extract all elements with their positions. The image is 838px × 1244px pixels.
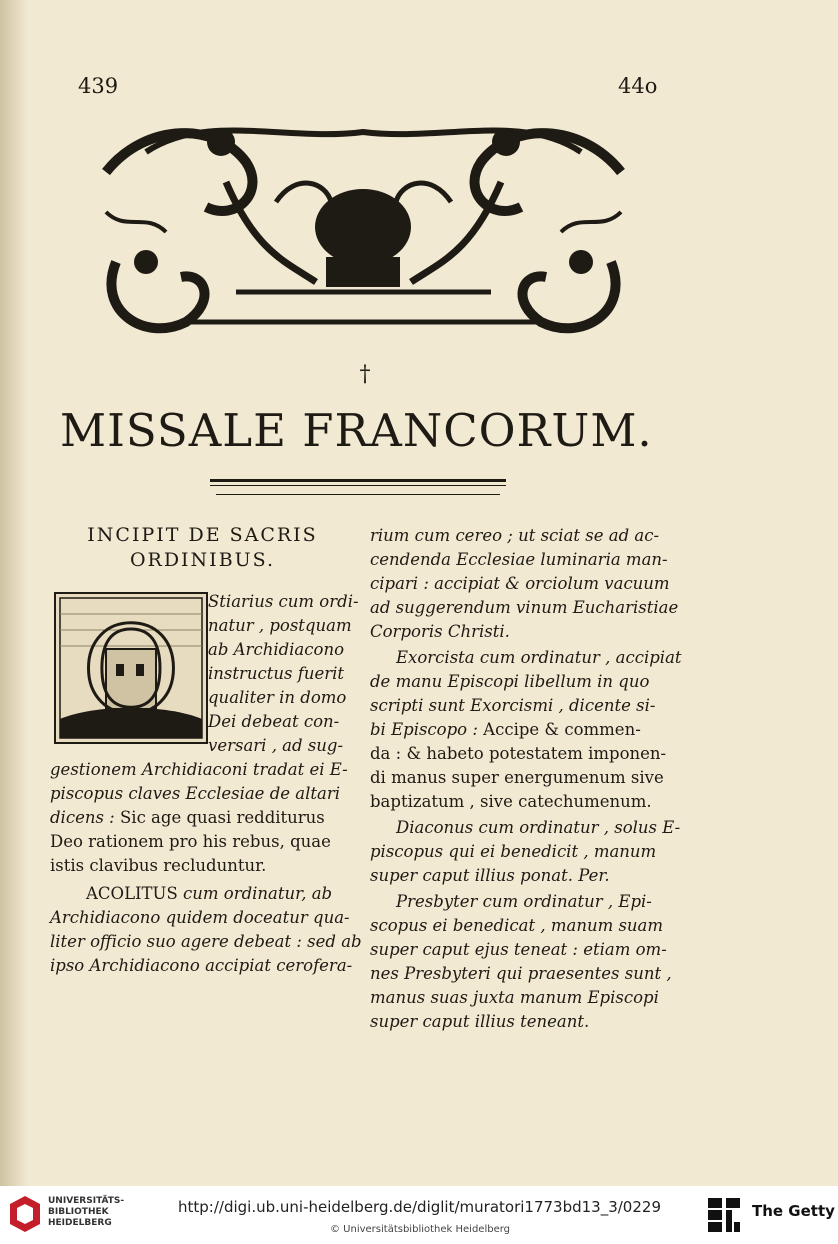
text-line <box>86 882 332 906</box>
text-segment: ACOLITUS <box>86 884 178 903</box>
decorative-headpiece-ornament <box>86 112 641 344</box>
text-segment: natur , postquam <box>208 616 352 635</box>
text-line <box>370 742 666 766</box>
text-segment: manus suas juxta manum Episcopi <box>370 988 659 1007</box>
text-line <box>370 670 649 694</box>
text-line <box>208 614 352 638</box>
text-line <box>50 906 350 930</box>
getty-label: The Getty <box>752 1202 835 1220</box>
text-segment: liter officio suo agere debeat : sed ab <box>50 932 362 951</box>
text-segment: de manu Episcopi libellum in quo <box>370 672 650 691</box>
text-segment: nes Presbyteri qui praesentes sunt , <box>370 964 672 983</box>
page-number-right: 44o <box>618 74 658 98</box>
text-segment: cum ordinatur, ab <box>177 884 333 903</box>
section-heading-line-1: INCIPIT DE SACRIS <box>87 524 318 546</box>
text-line <box>370 524 659 548</box>
text-line <box>370 766 664 790</box>
text-line <box>370 790 652 814</box>
text-line <box>370 1010 589 1034</box>
text-line <box>208 734 343 758</box>
text-segment: Archidiacono quidem doceatur qua- <box>50 908 350 927</box>
text-segment: ad suggerendum vinum Eucharistiae <box>370 598 679 617</box>
text-segment: Dei debeat con- <box>208 712 340 731</box>
text-segment: cipari : accipiat & orciolum vacuum <box>370 574 670 593</box>
text-line <box>396 890 652 914</box>
page-number-left: 439 <box>78 74 119 98</box>
text-segment: cendenda Ecclesiae luminaria man- <box>370 550 668 569</box>
page-title: MISSALE FRANCORUM. <box>60 404 653 457</box>
text-line <box>208 662 344 686</box>
getty-logo-icon <box>706 1196 742 1234</box>
text-line <box>370 986 659 1010</box>
text-line <box>50 782 340 806</box>
text-line <box>370 596 678 620</box>
text-segment: istis clavibus recluduntur. <box>50 856 267 875</box>
text-line <box>370 914 663 938</box>
permalink-url[interactable]: http://digi.ub.uni-heidelberg.de/diglit/muratori1773bd13_3/0229 <box>178 1198 661 1216</box>
title-rule <box>210 479 506 486</box>
text-line <box>370 548 668 572</box>
text-line <box>370 718 641 742</box>
text-line <box>370 840 656 864</box>
text-line <box>370 864 610 888</box>
initial-illustration-icon <box>56 594 206 742</box>
text-line <box>50 806 325 830</box>
text-segment: Stiarius cum ordi- <box>208 592 359 611</box>
text-line <box>396 646 682 670</box>
text-segment: Diaconus cum ordinatur , solus E- <box>396 818 681 837</box>
text-line <box>50 830 331 854</box>
text-line <box>50 930 362 954</box>
text-segment: da : & habeto potestatem imponen- <box>370 744 667 763</box>
copyright-notice: © Universitätsbibliothek Heidelberg <box>330 1224 511 1235</box>
text-line <box>208 710 339 734</box>
cross-mark: † <box>359 362 371 387</box>
text-segment: baptizatum , sive catechumenum. <box>370 792 652 811</box>
text-segment: Deo rationem pro his rebus, quae <box>50 832 331 851</box>
text-segment: piscopus claves Ecclesiae de altari <box>50 784 341 803</box>
text-segment: Exorcista cum ordinatur , accipiat <box>396 648 682 667</box>
university-library-logo-icon <box>8 1194 42 1234</box>
text-line <box>370 694 655 718</box>
svg-text:O: O <box>81 602 181 741</box>
text-line <box>370 938 667 962</box>
text-line <box>208 638 344 662</box>
text-segment: super caput ejus teneat : etiam om- <box>370 940 667 959</box>
text-line <box>396 816 680 840</box>
text-segment: Presbyter cum ordinatur , Epi- <box>396 892 652 911</box>
library-name-line-2: BIBLIOTHEK <box>48 1207 109 1217</box>
text-line <box>370 572 670 596</box>
text-line <box>50 954 352 978</box>
text-segment: ab Archidiacono <box>208 640 345 659</box>
text-segment: dicens : <box>50 808 115 827</box>
text-line <box>208 590 359 614</box>
decorated-initial <box>54 592 208 744</box>
text-segment: qualiter in domo <box>208 688 347 707</box>
text-line <box>208 686 346 710</box>
text-segment: scripti sunt Exorcismi , dicente si- <box>370 696 656 715</box>
text-segment: versari , ad sug- <box>208 736 344 755</box>
text-segment: instructus fuerit <box>208 664 345 683</box>
text-segment: piscopus qui ei benedicit , manum <box>370 842 657 861</box>
text-segment: Corporis Christi. <box>370 622 510 641</box>
title-rule-thin <box>216 494 500 495</box>
text-segment: Accipe & commen- <box>477 720 641 739</box>
viewer-footer <box>0 1186 838 1244</box>
text-segment: di manus super energumenum sive <box>370 768 664 787</box>
text-line <box>370 962 672 986</box>
text-segment: super caput illius teneant. <box>370 1012 590 1031</box>
text-line <box>50 854 266 878</box>
text-segment: scopus ei benedicat , manum suam <box>370 916 664 935</box>
section-heading-line-2: ORDINIBUS. <box>129 549 276 571</box>
library-name-line-1: UNIVERSITÄTS- <box>48 1196 125 1206</box>
library-name-line-3: HEIDELBERG <box>48 1218 112 1228</box>
text-segment: Sic age quasi redditurus <box>114 808 325 827</box>
text-segment: bi Episcopo : <box>370 720 478 739</box>
text-segment: gestionem Archidiaconi tradat ei E- <box>50 760 348 779</box>
text-segment: rium cum cereo ; ut sciat se ad ac- <box>370 526 660 545</box>
text-segment: ipso Archidiacono accipiat cerofera- <box>50 956 353 975</box>
text-line <box>370 620 510 644</box>
text-line <box>50 758 348 782</box>
text-segment: super caput illius ponat. Per. <box>370 866 610 885</box>
